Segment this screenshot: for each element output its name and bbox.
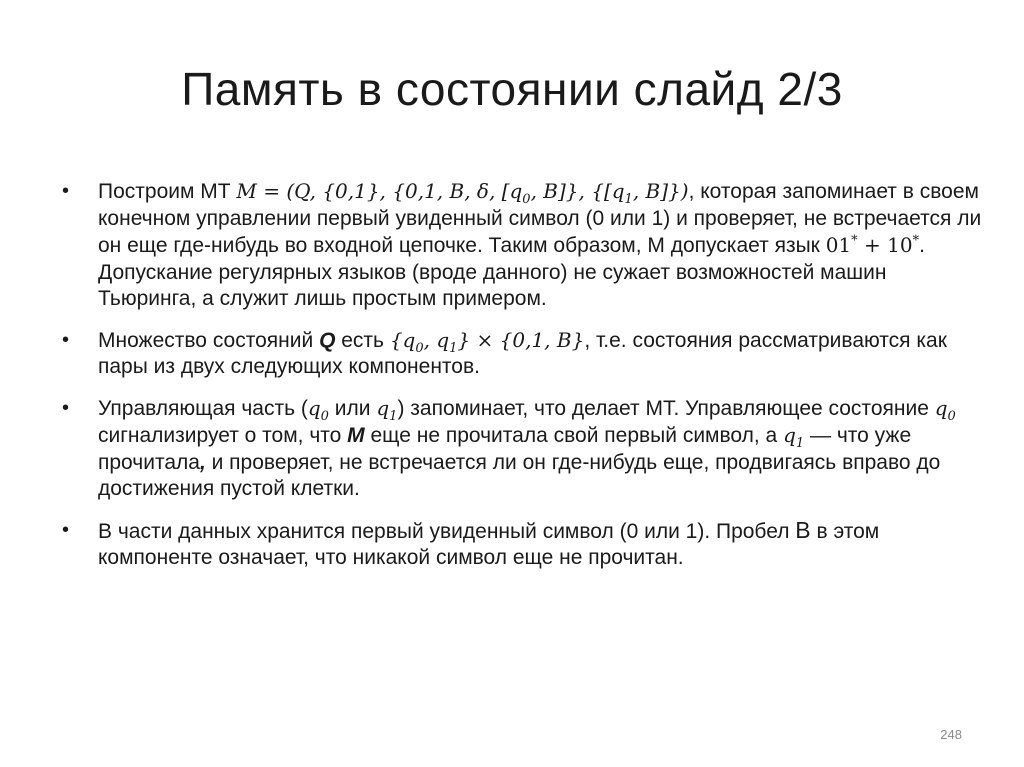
bullet-marker: • [62, 518, 70, 541]
bullet-item-3 [62, 395, 982, 503]
bullet-item-2 [62, 327, 982, 381]
tm-definition: M = (Q, {0,1}, {0,1, B, δ, [$q_0$, B]}, {[$q_1$, B]}) [236, 179, 689, 207]
language-expression: 01* + 10* [825, 233, 920, 257]
machine-symbol: M [347, 424, 365, 447]
bullet-1-text: Построим МТ M = (Q, {0,1}, {0,1, B, δ, [$q_0$, B]}, {[$q_1$, B]}), которая запоминает в своем конечном управлении первый увиденный символ (0 или 1) и проверяет, не встречается ли он еще где-нибудь во входной цепочке. Таким образом, М допускает язык 01* + 10*. Допускание регулярных языков (вроде данного) не сужает возможностей машин Тьюринга, а служит лишь простым примером. [98, 179, 982, 310]
slide-number: 248 [940, 727, 962, 742]
slide-title: Память в состоянии слайд 2/3 [181, 63, 843, 115]
states-set: {$q_0$, $q_1\} \times \{0,1$, B} [389, 327, 585, 356]
bullet-item-1 [62, 178, 982, 313]
blank-symbol: B [795, 516, 811, 543]
bullet-marker: • [62, 180, 70, 202]
states-symbol: Q [319, 328, 336, 352]
state-q0: $q_0$ [307, 395, 329, 424]
bullet-4-text: В части данных хранится первый увиденный символ (0 или 1). Пробел B в этом компоненте означает, что никакой символ еще не прочитан. [98, 516, 880, 569]
bullet-marker: • [62, 396, 70, 419]
bullet-3-text: Управляющая часть ($q_0$ или $q_1$) запоминает, что делает МТ. Управляющее состояние $q_0$ сигнализирует о том, что M еще не прочитала свой первый символ, а $q_1$ — что уже прочитала, и проверяет, не встречается ли он где-нибудь еще, продвигаясь вправо до достижения пустой клетки. [98, 395, 956, 500]
state-q1: $q_1$ [783, 423, 805, 451]
state-q1: $q_1$ [376, 395, 398, 424]
bullet-2-text: Множество состояний Q есть {$q_0$, $q_1\} \times \{0,1$, B}, т.е. состояния рассматриваются как пары из двух следующих компонентов. [98, 327, 947, 378]
slide-content [62, 178, 982, 586]
bullet-item-4 [62, 517, 982, 572]
bullet-marker: • [62, 328, 70, 351]
state-q0: $q_0$ [934, 395, 956, 424]
